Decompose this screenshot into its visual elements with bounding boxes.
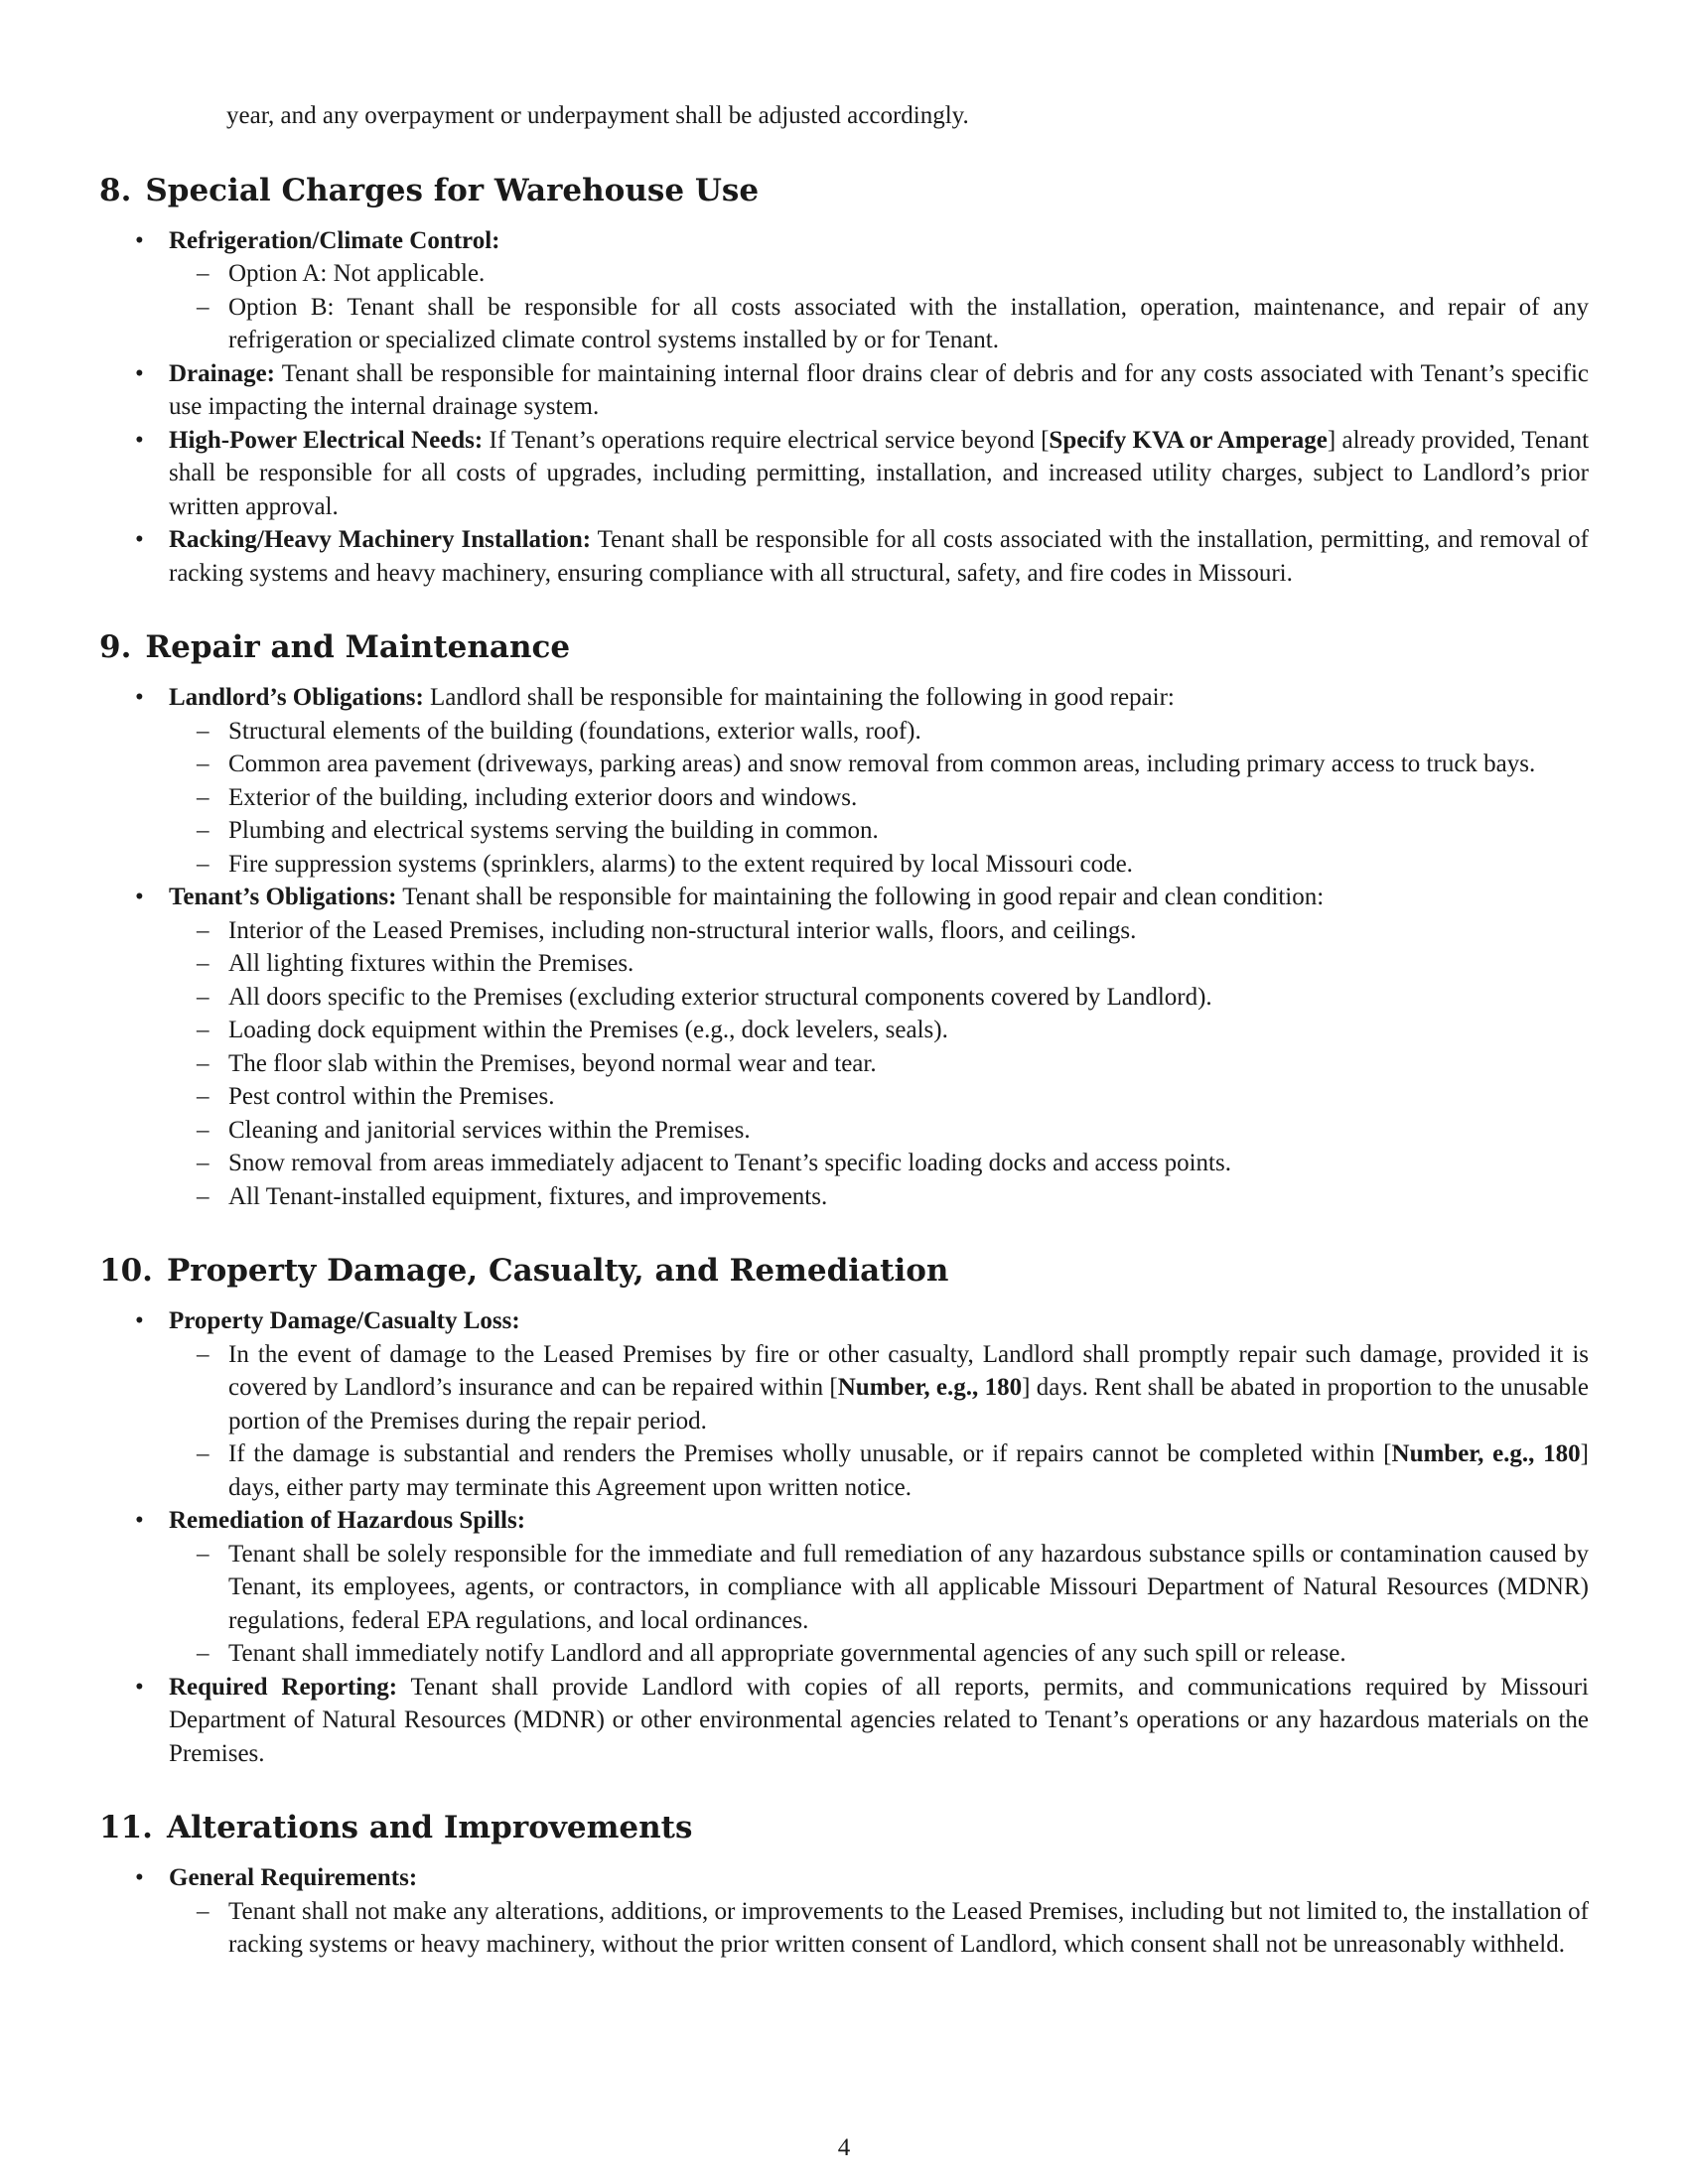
sub-list-item: – All Tenant-installed equipment, fixtures, and improvements.: [169, 1180, 1589, 1214]
item-text: If the damage is substantial and renders the Premises wholly unusable, or if repairs cannot be completed within [: [228, 1440, 1392, 1467]
item-lead: Landlord’s Obligations:: [169, 684, 424, 711]
list-item: [99, 1861, 1589, 1962]
continuation-text: year, and any overpayment or underpayment shall be adjusted accordingly.: [226, 102, 969, 129]
placeholder-text: Number, e.g., 180: [837, 1374, 1023, 1401]
sub-list-item: – The floor slab within the Premises, beyond normal wear and tear.: [169, 1047, 1589, 1081]
list-item: [99, 424, 1589, 524]
item-text: Tenant shall be responsible for maintaining internal floor drains clear of debris and for any costs associated with Tenant’s specific use impacting the internal drainage system.: [169, 359, 1589, 420]
sub-list-item: – Snow removal from areas immediately adjacent to Tenant’s specific loading docks and access points.: [169, 1147, 1589, 1180]
item-text: Tenant shall provide Landlord with copies of all reports, permits, and communications required by Missouri Department of Natural Resources (MDNR) or other environmental agencies related to Tenant’s operations or any hazardous materials on the Premises.: [169, 1673, 1589, 1767]
page-number: 4: [837, 2134, 851, 2161]
item-text: Tenant shall be responsible for all costs associated with the installation, permitting, and removal of racking systems and heavy machinery, ensuring compliance with all structural, safety, and fire codes in Missouri.: [169, 526, 1590, 587]
item-text: Tenant shall be responsible for maintaining the following in good repair and clean condition:: [402, 884, 1325, 910]
item-lead: Tenant’s Obligations:: [169, 884, 397, 910]
section-9-list: [99, 681, 1589, 1213]
section-10-list: [99, 1304, 1589, 1770]
section-title: Alterations and Improvements: [166, 1810, 693, 1845]
item-lead: High-Power Electrical Needs:: [169, 426, 484, 454]
section-title: Special Charges for Warehouse Use: [145, 172, 760, 208]
item-text: ] already provided, Tenant shall be responsible for all costs of upgrades, including permitting, installation, and increased utility charges, subject to Landlord’s prior written approval.: [169, 426, 1590, 520]
list-item: [99, 681, 1589, 881]
list-item: [99, 1304, 1589, 1504]
sub-list-item: – Tenant shall not make any alterations, additions, or improvements to the Leased Premises, including but not limited to, the installation of racking systems or heavy machinery, without the prior written consent of Landlord, which consent shall not be unreasonably withheld.: [169, 1895, 1589, 1962]
item-text: In the event of damage to the Leased Premises by fire or other casualty, Landlord shall promptly repair such damage, provided it is covered by Landlord’s insurance and can be repaired within [: [228, 1340, 1589, 1401]
list-item: [99, 523, 1589, 590]
placeholder-text: Number, e.g., 180: [1391, 1440, 1581, 1467]
document-page: [99, 99, 1589, 1962]
item-lead: Property Damage/Casualty Loss:: [169, 1307, 520, 1334]
list-item: [99, 1504, 1589, 1671]
section-number: 10.: [99, 1253, 153, 1289]
sub-list-item: – Cleaning and janitorial services within the Premises.: [169, 1114, 1589, 1148]
section-9-heading: [99, 627, 1589, 667]
section-8-list: [99, 224, 1589, 591]
sub-list-item: – Common area pavement (driveways, parking areas) and snow removal from common areas, including primary access to truck bays.: [169, 748, 1589, 781]
item-lead: Drainage:: [169, 359, 275, 387]
sub-list-item: – All doors specific to the Premises (excluding exterior structural components covered by Landlord).: [169, 981, 1589, 1015]
sub-list-item: – Option A: Not applicable.: [169, 257, 1589, 291]
sub-list-item: – Interior of the Leased Premises, including non-structural interior walls, floors, and ceilings.: [169, 914, 1589, 948]
sub-list-item: – All lighting fixtures within the Premises.: [169, 947, 1589, 981]
section-number: 9.: [99, 629, 132, 665]
sub-list-item: – Loading dock equipment within the Premises (e.g., dock levelers, seals).: [169, 1014, 1589, 1047]
item-lead: Racking/Heavy Machinery Installation:: [169, 526, 592, 553]
sub-list-item: [169, 1338, 1589, 1438]
sub-list: [169, 914, 1589, 1214]
sub-list-item: – Fire suppression systems (sprinklers, alarms) to the extent required by local Missouri code.: [169, 848, 1589, 882]
sub-list: [169, 1538, 1589, 1671]
sub-list-item: – Pest control within the Premises.: [169, 1080, 1589, 1114]
list-item: [99, 224, 1589, 357]
section-11-list: [99, 1861, 1589, 1962]
section-number: 8.: [99, 172, 132, 208]
sub-list: [169, 257, 1589, 357]
placeholder-text: Specify KVA or Amperage: [1049, 426, 1328, 454]
item-text: ] days, either party may terminate this Agreement upon written notice.: [228, 1440, 1589, 1501]
sub-list-item: – Plumbing and electrical systems serving the building in common.: [169, 814, 1589, 848]
item-lead: Refrigeration/Climate Control:: [169, 226, 500, 254]
sub-list-item: – Exterior of the building, including exterior doors and windows.: [169, 781, 1589, 815]
item-text: Landlord shall be responsible for maintaining the following in good repair:: [430, 684, 1175, 711]
sub-list-item: – Tenant shall be solely responsible for the immediate and full remediation of any hazardous substance spills or contamination caused by Tenant, its employees, agents, or contractors, in compliance with all applicable Missouri Department of Natural Resources (MDNR) regulations, federal EPA regulations, and local ordinances.: [169, 1538, 1589, 1638]
section-title: Property Damage, Casualty, and Remediation: [166, 1253, 949, 1289]
section-11-heading: [99, 1808, 1589, 1847]
list-item: [99, 1671, 1589, 1771]
item-lead: General Requirements:: [169, 1864, 418, 1891]
sub-list-item: [169, 1437, 1589, 1504]
item-lead: Remediation of Hazardous Spills:: [169, 1507, 526, 1534]
sub-list-item: – Structural elements of the building (foundations, exterior walls, roof).: [169, 715, 1589, 749]
sub-list: [169, 715, 1589, 882]
section-number: 11.: [99, 1810, 153, 1845]
section-8-heading: [99, 171, 1589, 210]
list-item: [99, 357, 1589, 424]
sub-list: [169, 1338, 1589, 1505]
item-text: If Tenant’s operations require electrical service beyond [: [489, 426, 1050, 454]
section-10-heading: [99, 1251, 1589, 1291]
sub-list-item: – Tenant shall immediately notify Landlord and all appropriate governmental agencies of any such spill or release.: [169, 1637, 1589, 1671]
list-item: [99, 881, 1589, 1213]
item-text: ] days. Rent shall be abated in proportion to the unusable portion of the Premises during the repair period.: [228, 1374, 1589, 1434]
section-title: Repair and Maintenance: [145, 629, 571, 665]
sub-list-item: – Option B: Tenant shall be responsible for all costs associated with the installation, operation, maintenance, and repair of any refrigeration or specialized climate control systems installed by or for Tenant.: [169, 291, 1589, 357]
sub-list: [169, 1895, 1589, 1962]
item-lead: Required Reporting:: [169, 1673, 398, 1701]
